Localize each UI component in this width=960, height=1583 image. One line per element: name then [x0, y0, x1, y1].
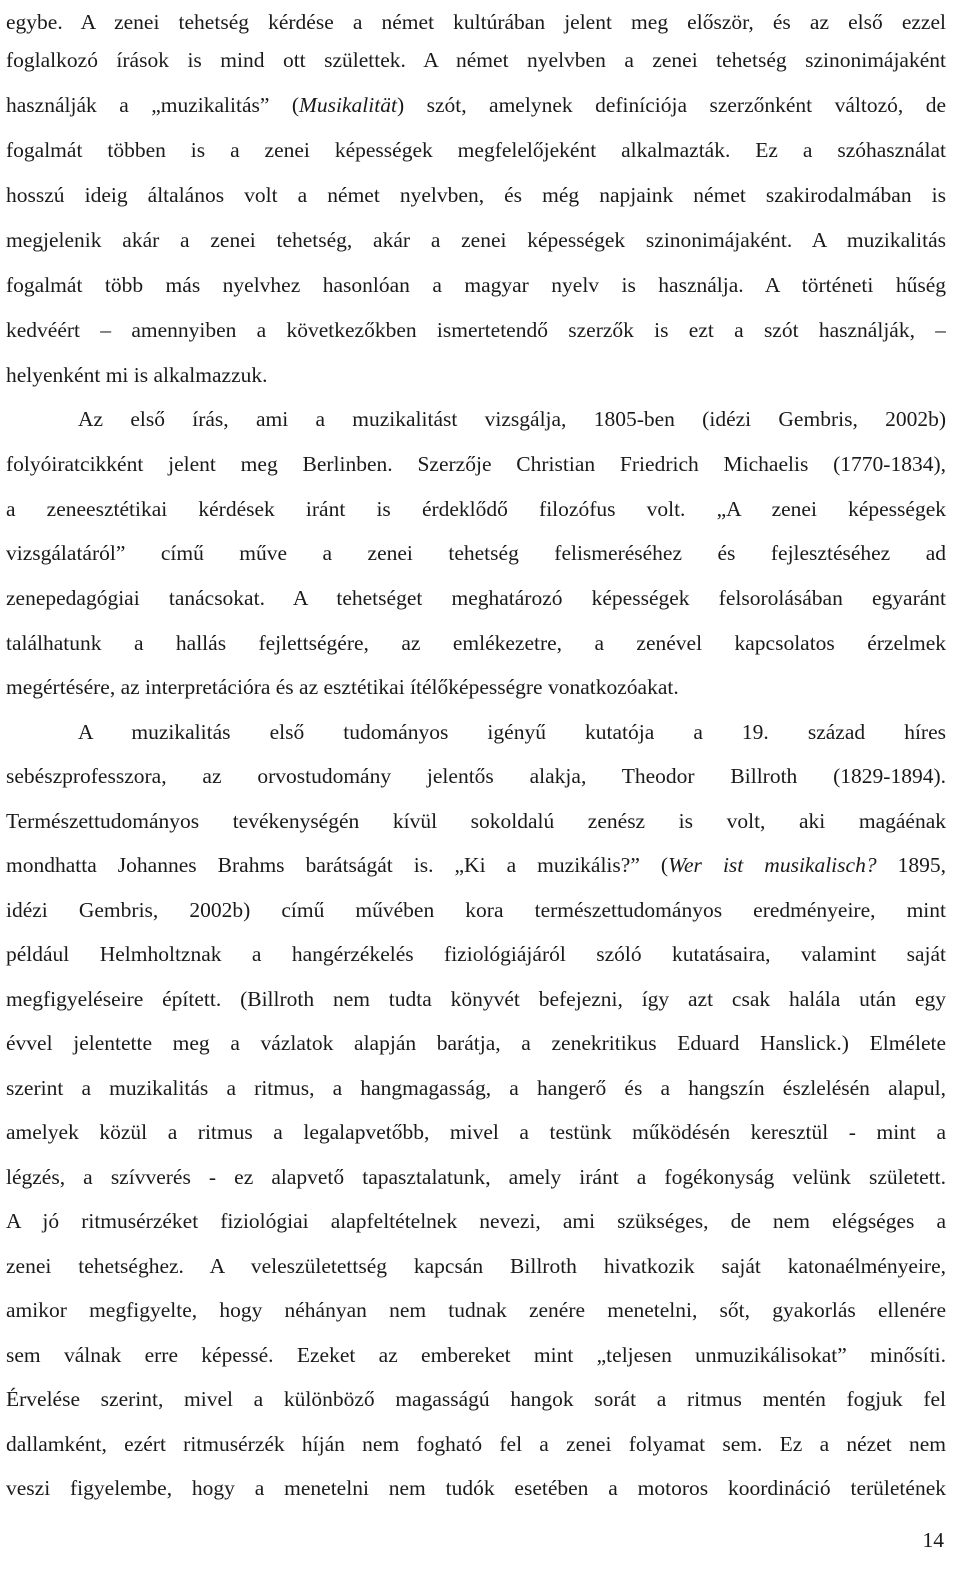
page-number: 14: [922, 1528, 944, 1552]
body-text-line: Az első írás, ami a muzikalitást vizsgálja, 1805-ben (idézi Gembris, 2002b): [78, 407, 946, 431]
body-text-line-content: használják a „muzikalitás” (Musikalität) szót, amelynek definíciója szerzőnként változó, de: [6, 93, 946, 117]
body-text-line: légzés, a szívverés - ez alapvető tapasztalatunk, amely iránt a fogékonyság velünk született.: [6, 1165, 946, 1189]
body-text-line: a zeneesztétikai kérdések iránt is érdeklődő filozófus volt. „A zenei képességek: [6, 497, 946, 521]
body-text-line: A muzikalitás első tudományos igényű kutatója a 19. század híres: [78, 720, 946, 744]
body-text-line-content: mondhatta Johannes Brahms barátságát is. „Ki a muzikális?” (Wer ist musikalisch? 1895,: [6, 853, 946, 877]
body-text-line: hosszú ideig általános volt a német nyelvben, és még napjaink német szakirodalmában is: [6, 183, 946, 207]
body-text-line: szerint a muzikalitás a ritmus, a hangmagasság, a hangerő és a hangszín észlelésén alapul,: [6, 1076, 946, 1100]
body-text-line: vizsgálatáról” című műve a zenei tehetség felismeréséhez és fejlesztéséhez ad: [6, 541, 946, 565]
body-text-line: amelyek közül a ritmus a legalapvetőbb, mivel a testünk működésén keresztül - mint a: [6, 1120, 946, 1144]
body-text-line: zenepedagógiai tanácsokat. A tehetséget meghatározó képességek felsorolásában egyaránt: [6, 586, 946, 610]
body-text-line: évvel jelentette meg a vázlatok alapján barátja, a zenekritikus Eduard Hanslick.) Elmélete: [6, 1031, 946, 1055]
body-text-line: megjelenik akár a zenei tehetség, akár a zenei képességek szinonimájaként. A muzikalitás: [6, 228, 946, 252]
body-text-line: sem válnak erre képessé. Ezeket az embereket mint „teljesen unmuzikálisokat” minősíti.: [6, 1343, 946, 1367]
body-text-line: kedvéért – amennyiben a következőkben ismertetendő szerzők is ezt a szót használják, –: [6, 318, 946, 342]
body-text-line: idézi Gembris, 2002b) című művében kora természettudományos eredményeire, mint: [6, 898, 946, 922]
body-text-line: például Helmholtznak a hangérzékelés fiziológiájáról szóló kutatásaira, valamint saját: [6, 942, 946, 966]
body-text-line: [6, 83, 946, 128]
body-text-line: fogalmát többen is a zenei képességek megfelelőjeként alkalmazták. Ez a szóhasználat: [6, 138, 946, 162]
body-text-line: találhatunk a hallás fejlettségére, az emlékezetre, a zenével kapcsolatos érzelmek: [6, 631, 946, 655]
body-text-line: Érvelése szerint, mivel a különböző magasságú hangok sorát a ritmus mentén fogjuk fel: [6, 1387, 946, 1411]
body-text-line: megfigyeléseire épített. (Billroth nem tudta könyvét befejezni, így azt csak halála után egy: [6, 987, 946, 1011]
body-text-line: veszi figyelembe, hogy a menetelni nem tudók esetében a motoros koordináció területének: [6, 1476, 946, 1500]
body-text-line: sebészprofesszora, az orvostudomány jelentős alakja, Theodor Billroth (1829-1894).: [6, 764, 946, 788]
body-text-line: [6, 843, 946, 888]
body-text-line: zenei tehetséghez. A veleszületettség kapcsán Billroth hivatkozik saját katonaélményeire,: [6, 1254, 946, 1278]
body-text-line: helyenként mi is alkalmazzuk.: [6, 363, 268, 387]
body-text-line: amikor megfigyelte, hogy néhányan nem tudnak zenére menetelni, sőt, gyakorlás ellenére: [6, 1298, 946, 1322]
body-text-line: foglalkozó írások is mind ott születtek. A német nyelvben a zenei tehetség szinonimájaként: [6, 48, 946, 72]
body-text-line: fogalmát több más nyelvhez hasonlóan a magyar nyelv is használja. A történeti hűség: [6, 273, 946, 297]
body-text-line: folyóiratcikként jelent meg Berlinben. Szerzője Christian Friedrich Michaelis (1770-1834),: [6, 452, 946, 476]
body-text-line: megértésére, az interpretációra és az esztétikai ítélőképességre vonatkozóakat.: [6, 675, 679, 699]
body-text-line: Természettudományos tevékenységén kívül sokoldalú zenész is volt, aki magáénak: [6, 809, 946, 833]
body-text-line: dallamként, ezért ritmusérzék híján nem fogható fel a zenei folyamat sem. Ez a nézet nem: [6, 1432, 946, 1456]
body-text-line: A jó ritmusérzéket fiziológiai alapfeltételnek nevezi, ami szükséges, de nem elégséges a: [6, 1209, 946, 1233]
body-text-line: egybe. A zenei tehetség kérdése a német kultúrában jelent meg először, és az első ezzel: [6, 10, 946, 34]
